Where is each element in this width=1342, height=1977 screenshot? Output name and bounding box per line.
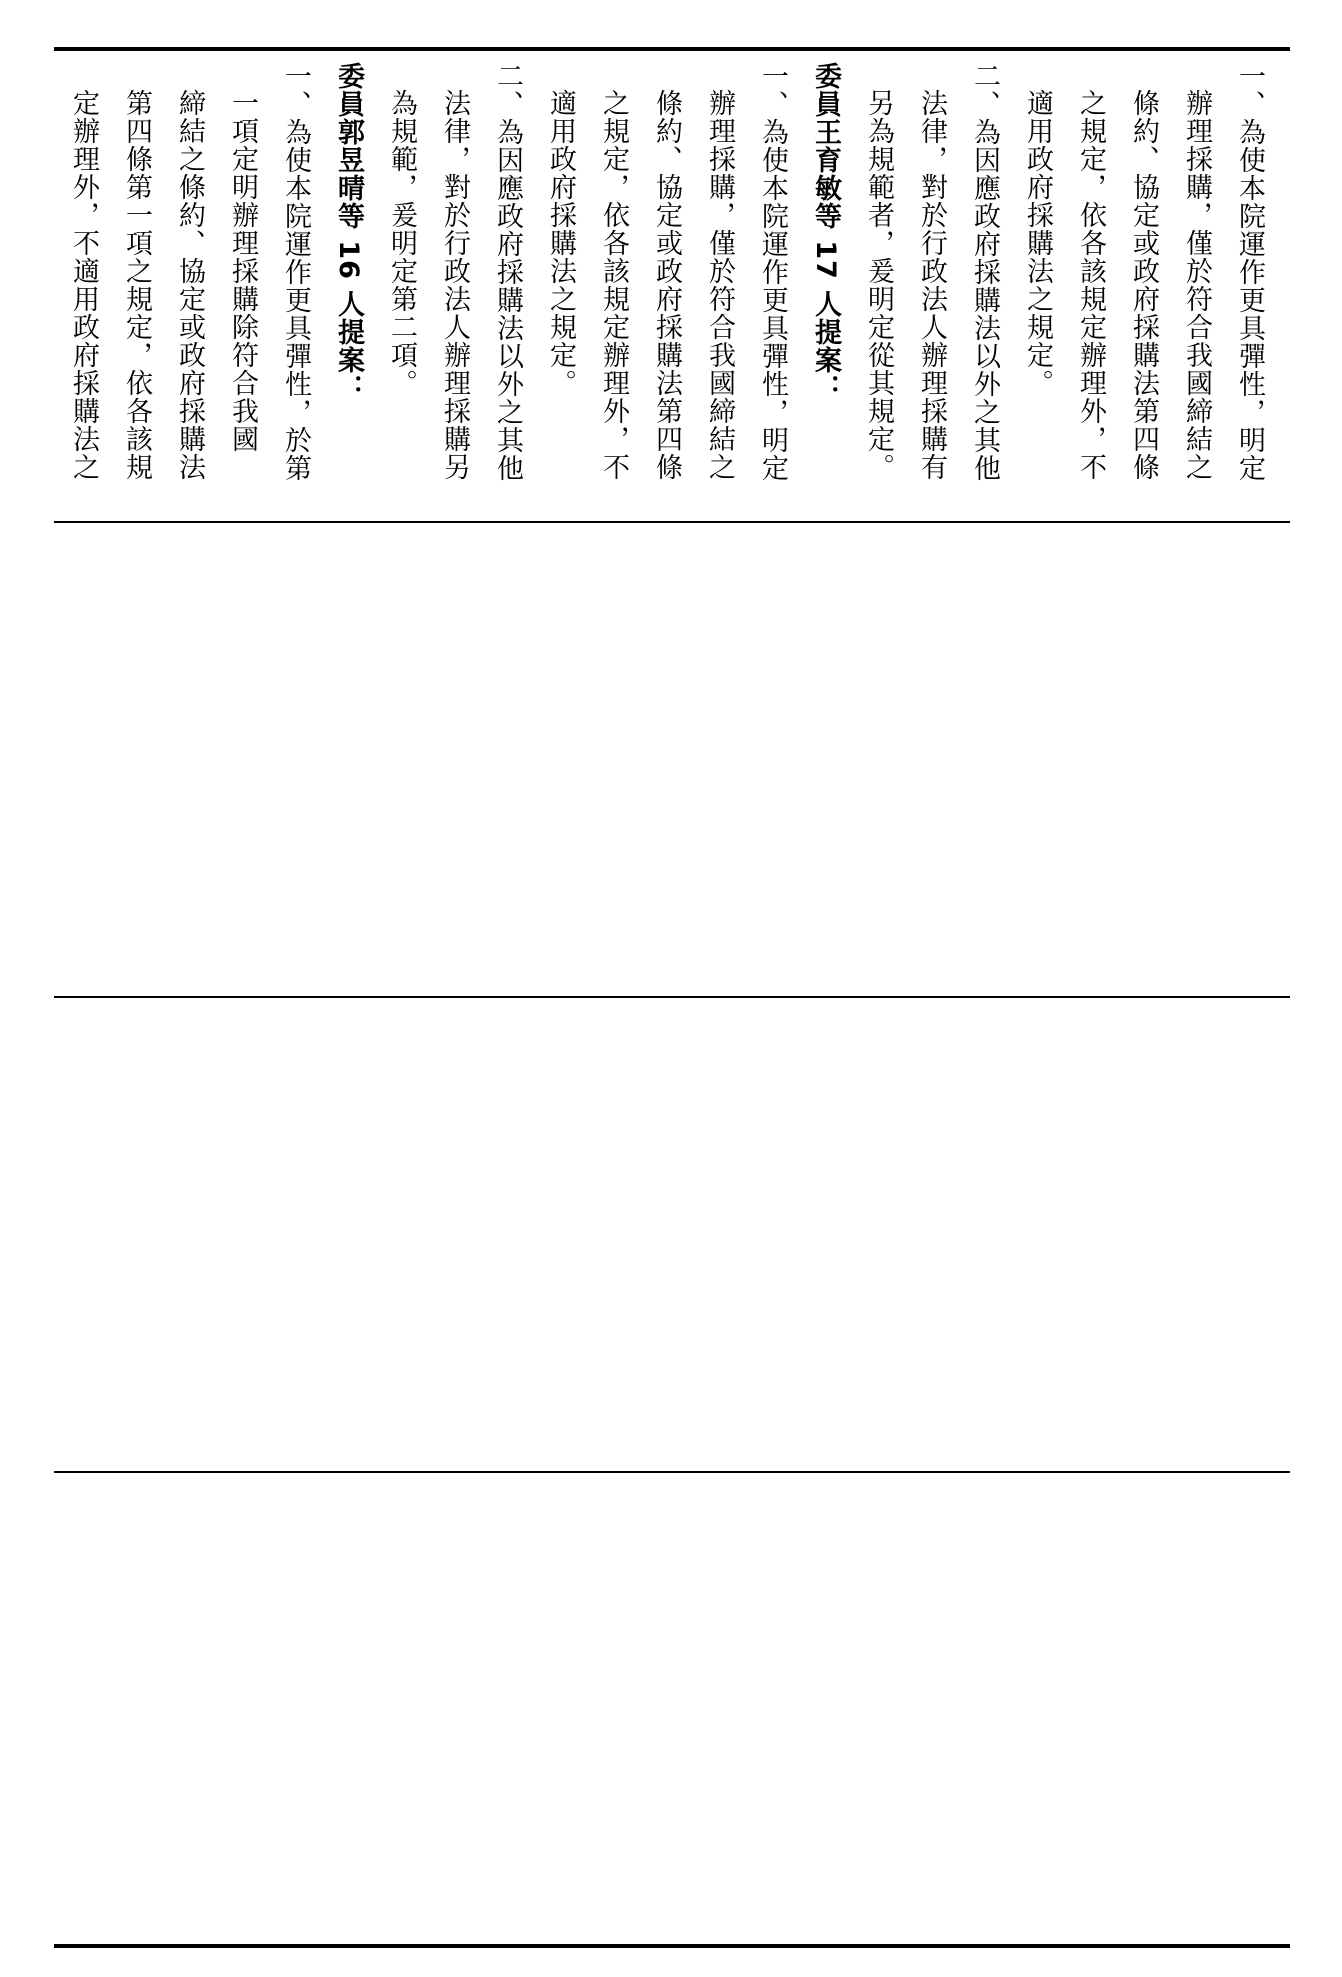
bottom-rule: [54, 1944, 1290, 1948]
divider-3: [54, 1471, 1290, 1473]
text-line: 適用政府採購法之規定。: [1022, 89, 1053, 397]
empty-section-3: [54, 1001, 1290, 1469]
text-line: 條約、協定或政府採購法第四條: [1128, 89, 1159, 481]
text-line: 一、為使本院運作更具彈性，明定: [757, 62, 788, 482]
proposal-heading: 委員王育敏等 17 人提案：: [810, 62, 841, 403]
explanation-section: [54, 56, 1290, 518]
text-line: 另為規範者，爰明定從其規定。: [863, 89, 894, 481]
text-line: 定辦理外，不適用政府採購法之: [68, 89, 99, 481]
empty-section-2: [54, 526, 1290, 994]
text-line: 法律，對於行政法人辦理採購有: [916, 89, 947, 481]
text-line: 二、為因應政府採購法以外之其他: [969, 62, 1000, 482]
top-rule: [54, 47, 1290, 51]
text-line: 辦理採購，僅於符合我國締結之: [704, 89, 735, 481]
text-line: 締結之條約、協定或政府採購法: [174, 89, 205, 481]
text-line: 一項定明辦理採購除符合我國: [227, 89, 258, 453]
text-line: 一、為使本院運作更具彈性，於第: [280, 62, 311, 482]
text-line: 辦理採購，僅於符合我國締結之: [1181, 89, 1212, 481]
text-line: 二、為因應政府採購法以外之其他: [492, 62, 523, 482]
vertical-text-block: [57, 62, 1276, 517]
empty-section-4: [54, 1476, 1290, 1942]
divider-2: [54, 996, 1290, 998]
text-line: 法律，對於行政法人辦理採購另: [439, 89, 470, 481]
text-line: 第四條第一項之規定，依各該規: [121, 89, 152, 481]
text-line: 條約、協定或政府採購法第四條: [651, 89, 682, 481]
divider-1: [54, 521, 1290, 523]
text-line: 一、為使本院運作更具彈性，明定: [1234, 62, 1265, 482]
proposal-heading: 委員郭昱晴等 16 人提案：: [333, 62, 364, 403]
text-line: 適用政府採購法之規定。: [545, 89, 576, 397]
text-line: 之規定，依各該規定辦理外，不: [1075, 89, 1106, 481]
text-line: 之規定，依各該規定辦理外，不: [598, 89, 629, 481]
text-line: 為規範，爰明定第二項。: [386, 89, 417, 397]
